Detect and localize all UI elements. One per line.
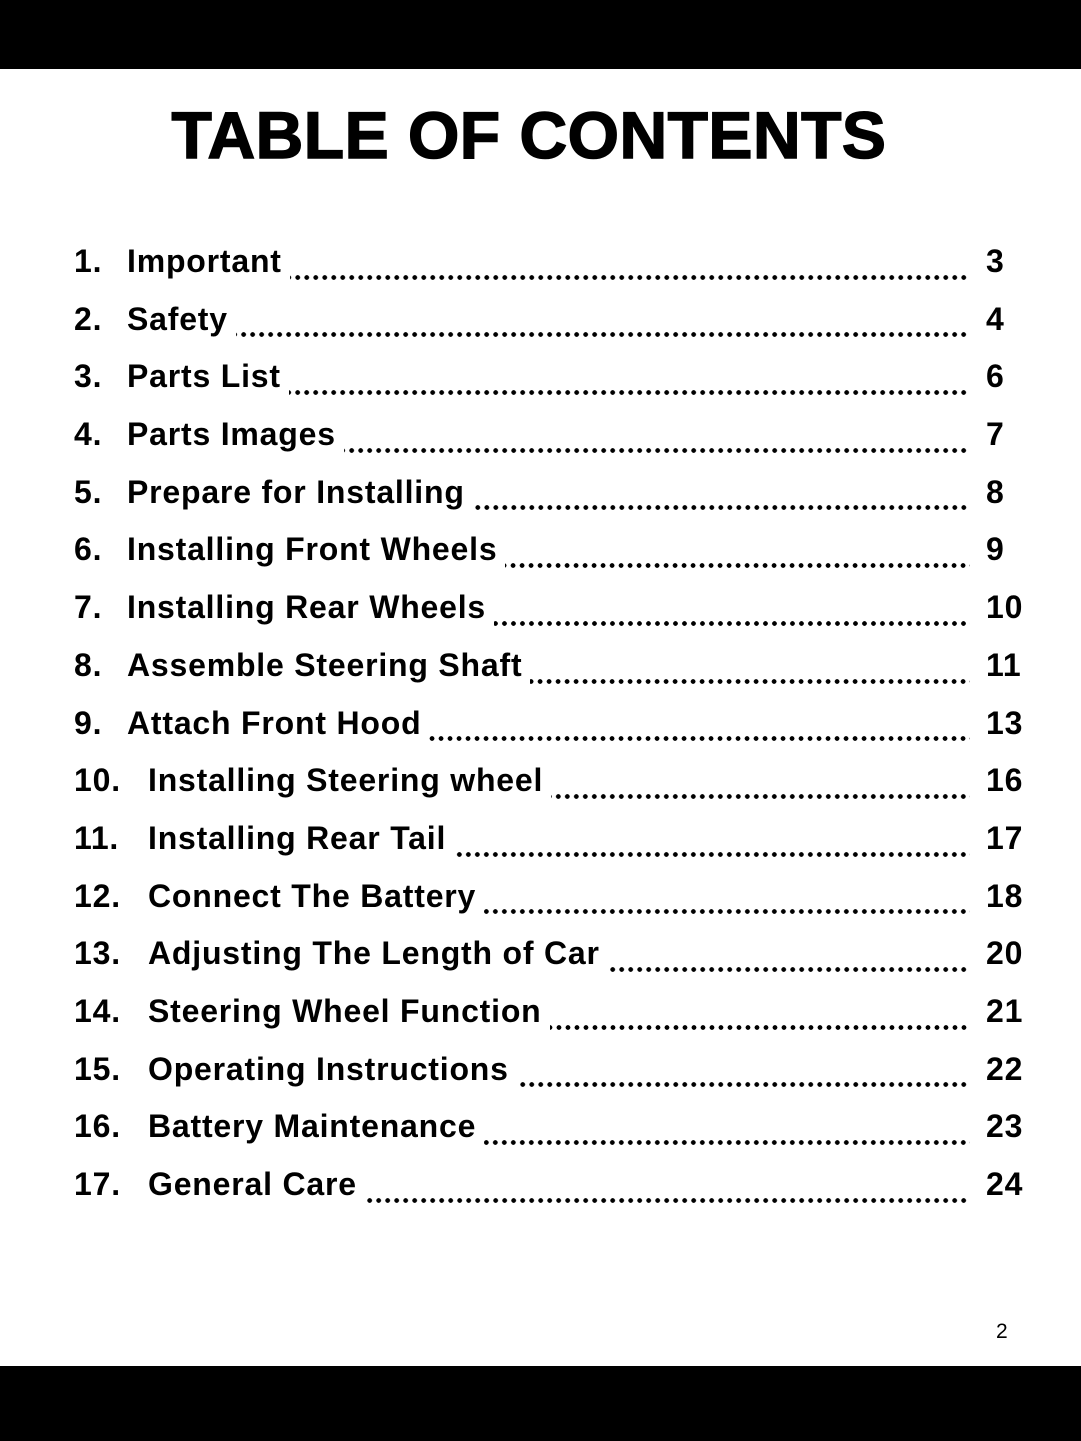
toc-entry-page: 3	[986, 243, 1005, 279]
toc-entry-number: 8.	[74, 646, 103, 683]
dot-leader	[530, 652, 974, 688]
toc-entry-number: 9.	[74, 704, 103, 741]
toc-entry-title: Safety	[127, 300, 228, 337]
toc-entry-number: 10.	[74, 762, 121, 799]
toc-entry-title: Steering Wheel Function	[148, 992, 542, 1029]
toc-entry-title: Installing Rear Wheels	[127, 589, 487, 626]
page-title: TABLE OF CONTENTS	[171, 98, 887, 172]
dot-leader	[494, 594, 974, 630]
toc-entry-page: 11	[986, 646, 1022, 683]
toc-entry-page: 22	[986, 1050, 1024, 1087]
toc-entry-number: 15.	[74, 1050, 121, 1087]
toc-entry-title: Assemble Steering Shaft	[127, 646, 523, 683]
dot-leader	[551, 767, 974, 803]
dot-leader	[365, 1171, 974, 1207]
toc-entry-title: General Care	[148, 1166, 357, 1202]
toc-entry-title: Operating Instructions	[148, 1050, 509, 1087]
toc-entry-number: 7.	[74, 589, 103, 626]
page-number: 2	[996, 1320, 1008, 1343]
toc-entry-number: 1.	[74, 243, 103, 279]
dot-leader	[484, 1113, 974, 1149]
dot-leader	[290, 248, 974, 284]
toc-entry-title: Installing Front Wheels	[127, 531, 498, 568]
toc-entry[interactable]	[74, 698, 1040, 756]
toc-entry-page: 16	[986, 762, 1024, 799]
toc-entry[interactable]	[74, 294, 1040, 352]
dot-leader	[473, 478, 974, 514]
dot-leader	[517, 1055, 974, 1091]
toc-entry-number: 4.	[74, 416, 103, 453]
toc-entry-page: 10	[986, 589, 1024, 626]
toc-entry-page: 20	[986, 935, 1024, 972]
toc-entry-title: Connect The Battery	[148, 877, 477, 914]
dot-leader	[429, 709, 974, 745]
toc-entry-number: 17.	[74, 1166, 121, 1202]
toc-entry[interactable]	[74, 524, 1040, 582]
bottom-black-bar	[0, 1366, 1081, 1441]
table-of-contents	[74, 236, 1040, 1217]
toc-entry[interactable]	[74, 640, 1040, 698]
toc-entry-title: Installing Rear Tail	[148, 819, 447, 856]
toc-entry[interactable]	[74, 409, 1040, 467]
toc-entry-number: 11.	[74, 819, 120, 856]
toc-entry-page: 17	[986, 819, 1024, 856]
toc-entry-number: 6.	[74, 531, 103, 568]
toc-entry[interactable]	[74, 467, 1040, 525]
toc-entry[interactable]	[74, 236, 1040, 294]
toc-entry[interactable]	[74, 928, 1040, 986]
toc-entry-number: 3.	[74, 358, 103, 395]
toc-entry-number: 14.	[74, 992, 121, 1029]
toc-entry-title: Parts List	[127, 358, 281, 395]
toc-entry-title: Attach Front Hood	[127, 704, 422, 741]
dot-leader	[344, 421, 974, 457]
toc-entry-title: Battery Maintenance	[148, 1108, 477, 1145]
dot-leader	[454, 825, 974, 861]
toc-entry[interactable]	[74, 986, 1040, 1044]
toc-entry-number: 5.	[74, 473, 103, 510]
toc-entry-page: 24	[986, 1166, 1024, 1202]
toc-entry-number: 13.	[74, 935, 121, 972]
dot-leader	[289, 363, 974, 399]
toc-entry-title: Prepare for Installing	[127, 473, 465, 510]
toc-entry-page: 13	[986, 704, 1024, 741]
dot-leader	[484, 882, 974, 918]
dot-leader	[608, 940, 974, 976]
toc-entry-page: 18	[986, 877, 1024, 914]
toc-entry-title: Installing Steering wheel	[148, 762, 544, 799]
top-black-bar	[0, 0, 1081, 69]
toc-entry[interactable]	[74, 755, 1040, 813]
toc-entry[interactable]	[74, 1044, 1040, 1102]
toc-entry[interactable]	[74, 582, 1040, 640]
dot-leader	[505, 536, 974, 572]
toc-entry[interactable]	[74, 1159, 1040, 1217]
toc-entry-page: 8	[986, 473, 1005, 510]
toc-entry-page: 4	[986, 300, 1005, 337]
toc-entry-number: 12.	[74, 877, 121, 914]
toc-entry[interactable]	[74, 1101, 1040, 1159]
dot-leader	[550, 998, 974, 1034]
toc-entry-page: 6	[986, 358, 1005, 395]
toc-entry[interactable]	[74, 871, 1040, 929]
toc-entry-page: 21	[986, 992, 1024, 1029]
toc-entry-number: 2.	[74, 300, 103, 337]
toc-entry[interactable]	[74, 351, 1040, 409]
toc-entry-page: 23	[986, 1108, 1024, 1145]
toc-entry[interactable]	[74, 813, 1040, 871]
toc-entry-number: 16.	[74, 1108, 121, 1145]
toc-entry-title: Adjusting The Length of Car	[148, 935, 600, 972]
toc-entry-page: 9	[986, 531, 1005, 568]
dot-leader	[236, 305, 974, 341]
toc-entry-title: Parts Images	[127, 416, 336, 453]
toc-entry-page: 7	[986, 416, 1005, 453]
toc-entry-title: Important	[127, 243, 282, 279]
